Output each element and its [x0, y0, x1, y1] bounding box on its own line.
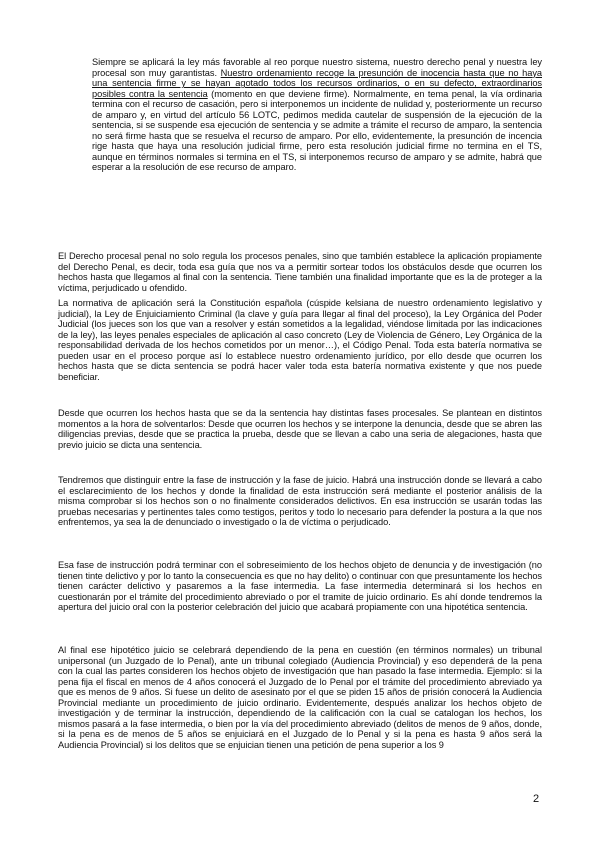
paragraph-trial-and-courts: Al final ese hipotético juicio se celebrará dependiendo de la pena en cuestión (en términos normales) un tribunal unipersonal (un Juzgado de lo Penal), ante un tribunal colegiado (Audiencia Provincial) y eso dependerá de la pena con la cual las partes consideren los hechos objeto de investigación que han pasado la fase intermedia. Ejemplo: si la pena fija el fiscal en menos de 4 años conocerá el Juzgado de lo Penal por el trámite del procedimiento abreviado ya que es menos de 9 años. Si fuese un delito de asesinato por el que se piden 15 años de prisión conocerá la Audiencia Provincial mediante un procedimiento de juicio ordinario. Evidentemente, después analizar los hechos objeto de investigación y de terminar la instrucción, dependiendo de la calificación con la cual se catalogan los hechos, los mismos pasará a la fase intermedia, o bien por la vía del procedimiento abreviado (delitos de menos de 9 años, donde, si la pena es de menos de 5 años se enjuiciará en el Juzgado de lo Penal y si la pena es hasta 9 años será la Audiencia Provincial) si los delitos que se enjuician tienen una petición de pena superior a los 9 — [58, 645, 542, 750]
paragraph-presumption-of-innocence — [92, 57, 542, 173]
paragraph-procedural-phases: Desde que ocurren los hechos hasta que se da la sentencia hay distintas fases procesales. Se plantean en distintos momentos a la hora de solventarlos: Desde que ocurren los hechos y se interpone la denuncia, desde que se abren las diligencias previas, desde que se practica la prueba, desde que se llevan a cabo una seria de alegaciones, hasta que previo juicio se dicta una sentencia. — [58, 408, 542, 450]
page-number: 2 — [533, 793, 540, 805]
paragraph-text-tail: (momento en que deviene firme). Normalmente, en tema penal, la vía ordinaria termina con el recurso de casación, pero si interponemos un incidente de nulidad y, posteriormente un recurso de amparo y, en virtud del artículo 56 LOTC, pedimos medida cautelar de suspensión de la ejecución de la sentencia, si se suspende esa ejecución de sentencia y se admite a trámite el recurso de amparo, la sentencia no será firme hasta que se resuelva el recurso de amparo. Por ello, evidentemente, la presunción de incencia rige hasta que haya una resolución judicial firme, pero esta resolución judicial firme no termina en el TS, aunque en términos normales si termina en el TS, si interponemos recurso de amparo y se admite, habrá que esperar a la resolución de ese recurso de amparo. — [92, 88, 542, 173]
paragraph-applicable-norms: La normativa de aplicación será la Constitución española (cúspide kelsiana de nuestro ordenamiento legislativo y judicial), la Ley de Enjuiciamiento Criminal (la clave y guía para llegar al final del proceso), la Ley Orgánica del Poder Judicial (los jueces son los que van a resolver y están sometidos a la legalidad, viéndose limitada por las indicaciones de la ley), las leyes penales especiales de aplicación al caso concreto (Ley de Violencia de Género, Ley Orgánica de la responsabilidad derivada de los hechos cometidos por un menor…), el Código Penal. Toda esta batería normativa se pueden usar en el proceso porque así lo establece nuestro ordenamiento jurídico, por ello desde que ocurren los hechos hasta que se dicta sentencia se podrá hacer valer toda esta batería normativa existente y que nos puede beneficiar. — [58, 298, 542, 382]
paragraph-text-lead: Siempre se aplicará la ley más favorable al reo porque nuestro sistema, nuestro derecho penal y nuestra ley procesal son muy garantistas. — [92, 57, 542, 78]
paragraph-intermediate-phase: Esa fase de instrucción podrá terminar con el sobreseimiento de los hechos objeto de denuncia y de investigación (no tienen tinte delictivo y por lo tanto la consecuencia es que no hay delito) o continuar con que presuntamente los hechos tienen carácter delictivo y pasaremos a la fase intermedia. La fase intermedia determinará si los hechos en cuestionarán por el trámite del procedimiento abreviado o por el tramite de juicio ordinario. Es ahí donde tendremos la apertura del juicio oral con la posterior celebración del juicio que acabará propiamente con una hipotética sentencia. — [58, 560, 542, 613]
paragraph-instruction-phase: Tendremos que distinguir entre la fase de instrucción y la fase de juicio. Habrá una instrucción donde se llevará a cabo el esclarecimiento de los hechos y donde la finalidad de esta instrucción será mediante el posterior análisis de la misma comprobar si los hechos son o no finalmente considerados delictivos. En esa instrucción se usarán todas las pruebas necesarias y pertinentes tales como testigos, peritos y todo lo necesario para defender la postura a la que nos enfrentemos, ya sea la de denunciado o investigado o la de víctima o perjudicado. — [58, 475, 542, 528]
underlined-sentence: Nuestro ordenamiento recoge la presunción de inocencia hasta que no haya una sentencia firme y se hayan agotado todos los recursos ordinarios, o en su defecto, extraordinarios posibles contra la sentencia — [92, 67, 542, 99]
paragraph-procedural-law: El Derecho procesal penal no solo regula los procesos penales, sino que también establece la aplicación propiamente del Derecho Penal, es decir, toda esa guía que nos va a permitir sortear todos los obstáculos desde que ocurren los hechos hasta que llegamos al final con la sentencia. Tiene también una finalidad importante que es la de proteger a la víctima, perjudicado u ofendido. — [58, 251, 542, 293]
